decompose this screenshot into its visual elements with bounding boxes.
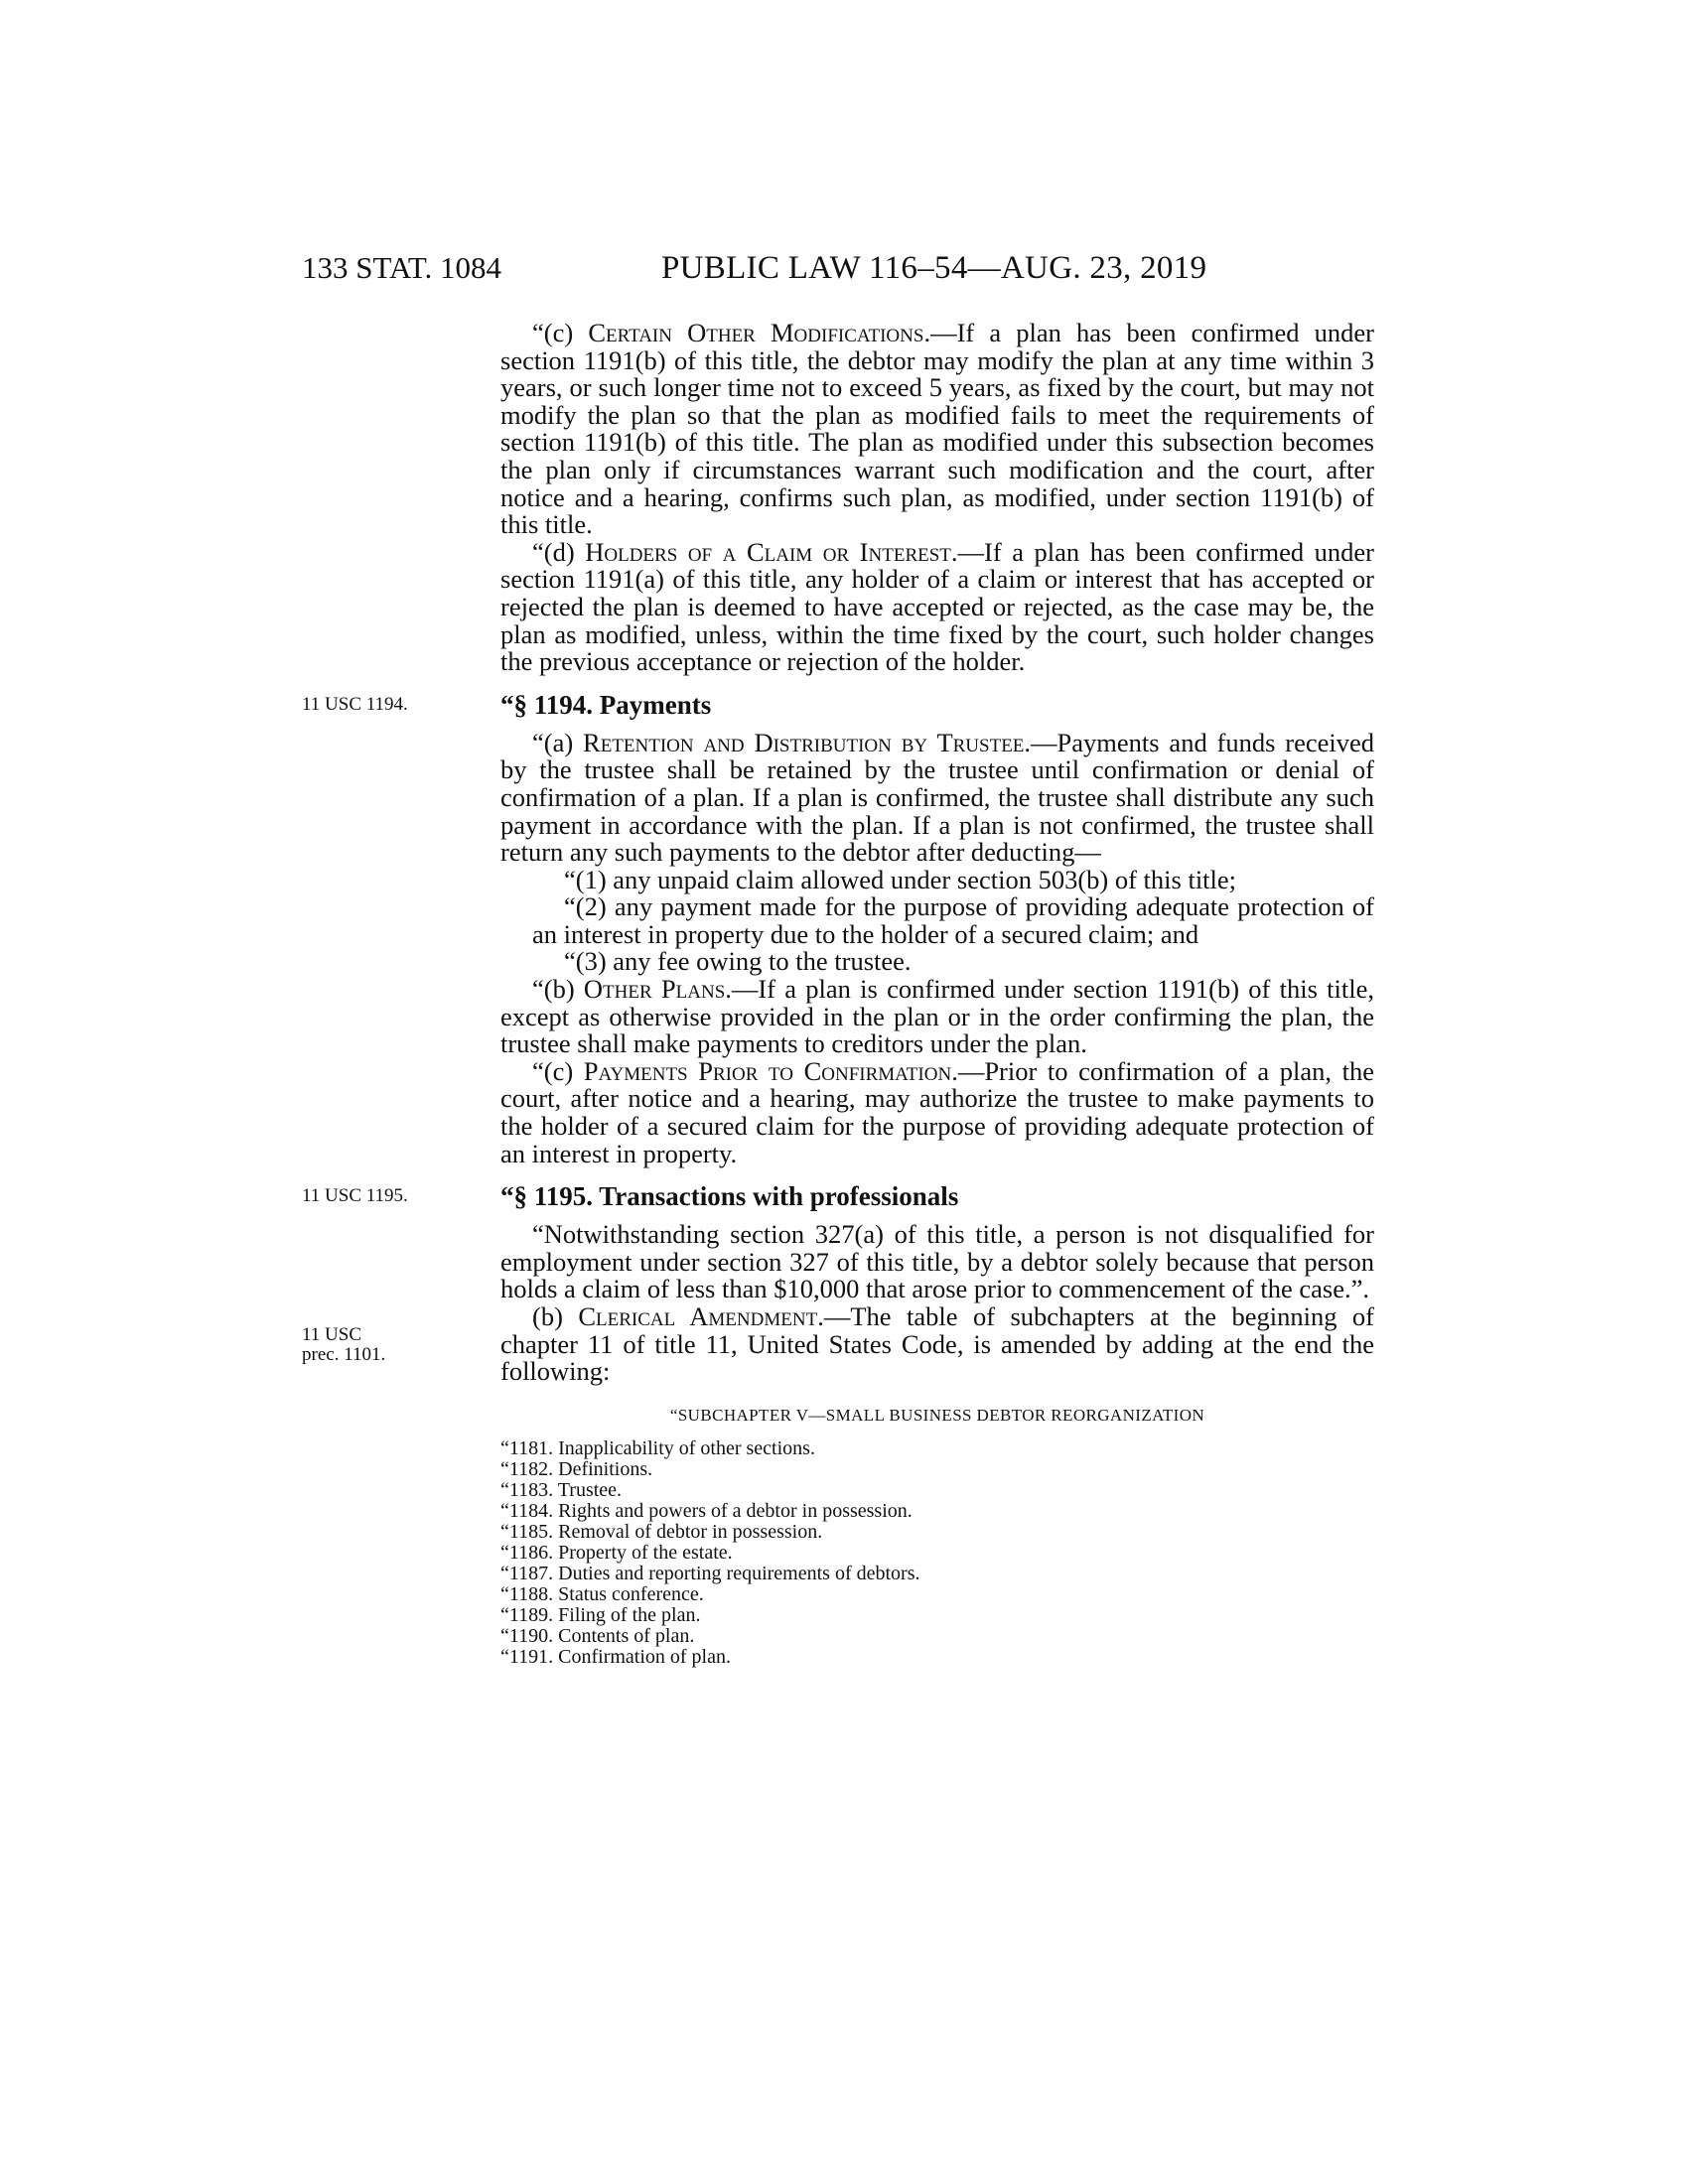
para-open: “(c) xyxy=(532,1055,584,1086)
para-heading: Retention and Distribution by Trustee xyxy=(583,727,1025,757)
paragraph-1194-a-2: “(2) any payment made for the purpose of providing adequate protection of an interest in property due to the holder of a secured claim; and xyxy=(532,891,1374,949)
toc-item: “1189. Filing of the plan. xyxy=(500,1604,701,1627)
para-open: “(d) xyxy=(532,536,586,567)
section-1195-heading xyxy=(302,1181,1374,1212)
para-open: “(b) xyxy=(532,974,584,1005)
para-text: .—If a plan has been confirmed under section 1191(a) of this title, any holder of a claim or interest that has accepted or rejected the plan is deemed to have accepted or rejected, as the case may be, the plan as modified, unless, within the time fixed by the court, such holder changes the previous acceptance or rejection of the holder. xyxy=(500,536,1375,677)
page-header xyxy=(302,250,1374,290)
margin-note-prec-1101 xyxy=(302,1325,451,1365)
table-of-sections xyxy=(500,1438,1374,1668)
toc-item: “1190. Contents of plan. xyxy=(500,1625,695,1648)
paragraph-1194-a-3: “(3) any fee owing to the trustee. xyxy=(564,946,912,977)
paragraph-clerical-amendment xyxy=(500,1303,1374,1386)
para-text: .—If a plan is confirmed under section 1191(b) of this title, except as otherwise provided in the plan or in the order confirming the plan, the trustee shall make payments to creditors under the plan. xyxy=(500,974,1375,1059)
toc-item: “1183. Trustee. xyxy=(500,1479,623,1502)
law-title: PUBLIC LAW 116–54—AUG. 23, 2019 xyxy=(661,250,1207,286)
paragraph-c-certain-other-modifications xyxy=(500,320,1374,539)
toc-item: “1187. Duties and reporting requirements of debtors. xyxy=(500,1563,920,1585)
margin-note-1195: 11 USC 1195. xyxy=(302,1185,408,1207)
toc-item: “1191. Confirmation of plan. xyxy=(500,1646,731,1669)
paragraph-1194-b xyxy=(500,976,1374,1058)
paragraph-1194-c xyxy=(500,1055,1374,1168)
toc-item: “1182. Definitions. xyxy=(500,1458,653,1481)
stat-page-number: 133 STAT. 1084 xyxy=(302,250,502,285)
clerical-amendment-block xyxy=(302,1301,1375,1387)
toc-item: “1181. Inapplicability of other sections. xyxy=(500,1437,815,1460)
margin-note-line: prec. 1101. xyxy=(302,1344,386,1365)
paragraph-1194-a-1: “(1) any unpaid claim allowed under section 503(b) of this title; xyxy=(564,864,1237,894)
toc-item: “1186. Property of the estate. xyxy=(500,1542,733,1565)
section-heading-text: “§ 1195. Transactions with professionals xyxy=(500,1181,959,1212)
para-heading: Holders of a Claim or Interest xyxy=(585,536,951,567)
para-text: .—The table of subchapters at the beginning of chapter 11 of title 11, United States Code, is amended by adding at the end the following: xyxy=(500,1301,1375,1387)
paragraph-d-holders xyxy=(500,536,1375,677)
document-body xyxy=(302,318,1375,1669)
para-heading: Other Plans xyxy=(583,974,726,1005)
para-text: .—Payments and funds received by the trustee shall be retained by the trustee until confirmation or denial of confirmation of a plan. If a plan is confirmed, the trustee shall distribute any such payment in accordance with the plan. If a plan is not confirmed, the trustee shall return any such payments to the debtor after deducting— xyxy=(500,727,1374,868)
toc-item: “1185. Removal of debtor in possession. xyxy=(500,1521,823,1544)
toc-item: “1188. Status conference. xyxy=(500,1583,704,1606)
para-open: “(a) xyxy=(532,727,584,757)
paragraph-1194-a xyxy=(500,727,1374,868)
para-text: .—Prior to confirmation of a plan, the court, after notice and a hearing, may authorize the trustee to make payments to the holder of a secured claim for the purpose of providing adequate protection of an interest in property. xyxy=(500,1055,1374,1168)
para-open: “(c) xyxy=(532,318,589,347)
toc-item: “1184. Rights and powers of a debtor in possession. xyxy=(500,1500,913,1523)
section-heading-text: “§ 1194. Payments xyxy=(500,689,712,720)
para-text: .—If a plan has been confirmed under section 1191(b) of this title, the debtor may modify the plan at any time within 3 years, or such longer time not to exceed 5 years, as fixed by the court, but may not modify the plan so that the plan as modified fails to meet the requirements of section 1191(b) of this title. The plan as modified under this subsection becomes the plan only if circumstances warrant such modification and the court, after notice and a hearing, confirms such plan, as modified, under section 1191(b) of this title. xyxy=(500,318,1374,540)
para-heading: Certain Other Modifications xyxy=(588,318,924,347)
section-1194-heading xyxy=(302,689,1374,720)
margin-note-line: 11 USC xyxy=(302,1324,362,1345)
margin-note-1194: 11 USC 1194. xyxy=(302,693,408,715)
paragraph-1195: “Notwithstanding section 327(a) of this title, a person is not disqualified for employment under section 327 of this title, by a debtor solely because that person holds a claim of less than $10,000 that arose prior to commencement of the case.”. xyxy=(500,1219,1374,1304)
para-heading: Payments Prior to Confirmation xyxy=(583,1055,952,1086)
para-open: (b) xyxy=(532,1301,579,1331)
para-heading: Clerical Amendment xyxy=(578,1301,818,1331)
toc-title: “SUBCHAPTER V—SMALL BUSINESS DEBTOR REORGANIZATION xyxy=(669,1405,1205,1425)
